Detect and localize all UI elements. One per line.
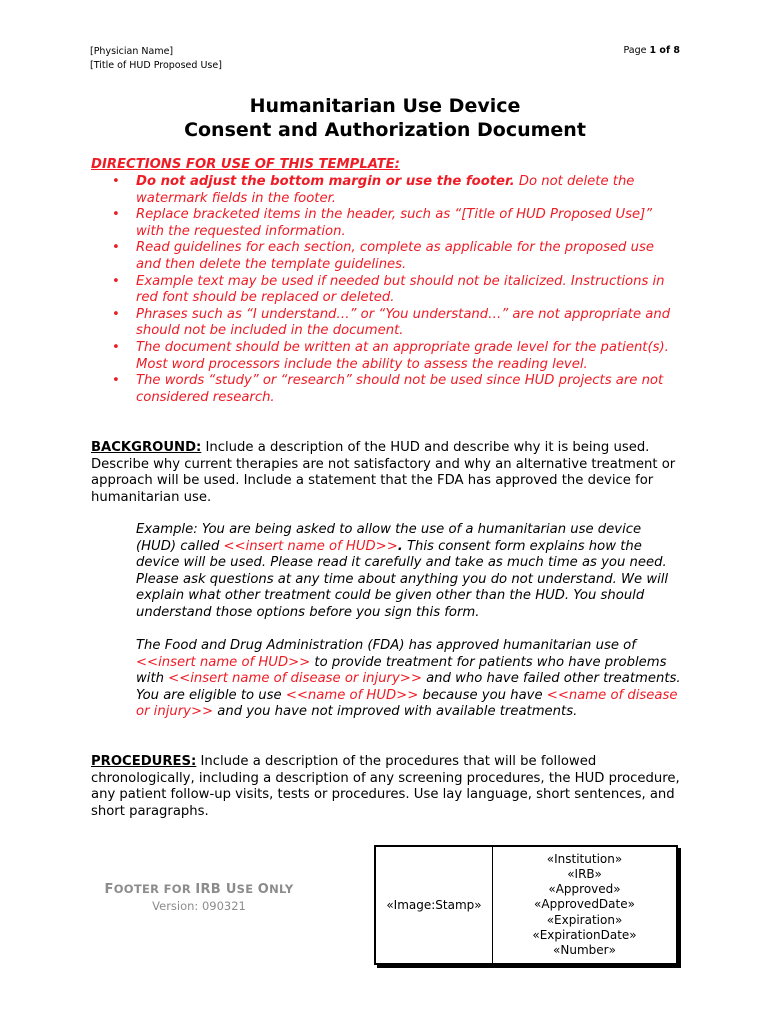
list-item [91,240,681,273]
stamp-field: «Expiration» [546,912,623,927]
bullet-icon: • [112,240,120,256]
footer-version: Version: 090321 [152,899,246,913]
footer-title [96,882,302,897]
list-item [91,174,681,207]
list-item-text: Phrases such as “I understand…” or “You understand…” are not appropriate and should not be included in the document. [136,306,671,339]
insert-placeholder: <<name of HUD>> [285,687,419,703]
footer-cap: U [225,882,237,897]
list-item-bold: Do not adjust the bottom margin or use the footer. [136,174,515,189]
list-item-text: Example text may be used if needed but should not be italicized. Instructions in red font should be replaced or deleted. [136,273,665,306]
list-item [91,207,681,240]
footer-text: NLY [269,882,294,896]
bullet-icon: • [112,273,120,289]
footer-text: OOTER FOR [113,882,196,896]
stamp-field: «IRB» [567,866,602,881]
procedures-section [91,754,681,820]
document-title-line1: Humanitarian Use Device [249,95,521,117]
example-text: because you have [418,687,547,703]
directions-list [91,174,681,406]
bullet-icon: • [112,207,120,223]
background-heading: BACKGROUND: [91,440,202,455]
insert-placeholder: <<name of disease or injury>> [136,687,678,720]
list-item-text: Do not delete the watermark fields in the footer. [136,174,635,206]
procedures-text: Include a description of the procedures that will be followed chronologically, including a description of any screening procedures, the HUD procedure, any patient follow-up visits, tests or procedures. Use lay language, short sentences, and short paragraphs. [91,754,680,819]
list-item-text: Replace bracketed items in the header, such as “[Title of HUD Proposed Use]” with the requested information. [136,207,653,239]
bullet-icon: • [112,339,120,355]
stamp-field: «Approved» [548,882,621,897]
footer-text: IRB [195,882,226,897]
example-text: and who have failed other treatments. You are eligible to use [136,671,681,703]
list-item-text: The words “study” or “research” should not be used since HUD projects are not considered research. [136,373,664,405]
insert-placeholder: <<insert name of HUD>> [223,538,398,554]
example-text: and you have not improved with available treatments. [213,704,578,720]
procedures-heading: PROCEDURES: [91,754,197,769]
example-text: This consent form explains how the device will be used. Please read it carefully and take as much time as you need. Please ask questions at any time about anything you do not understand. We will explain what other treatment could be given other than the HUD. You should understand those options before you sign this form. [136,538,669,620]
insert-placeholder: <<insert name of disease or injury>> [168,671,422,687]
footer-cap: F [104,882,114,897]
stamp-field: «ExpirationDate» [532,927,637,942]
insert-placeholder: <<insert name of HUD>> [136,654,311,670]
document-title-line2: Consent and Authorization Document [184,119,586,141]
stamp-field: «Number» [553,943,616,957]
physician-name: [Physician Name] [90,46,174,57]
page-prefix: Page [623,45,650,56]
stamp-field: «Institution» [546,851,623,866]
stamp-field: «ApprovedDate» [534,897,635,912]
page-header-left [90,45,222,73]
irb-stamp-box [374,845,678,965]
bullet-icon: • [112,373,120,389]
bullet-icon: • [112,306,120,322]
background-example-1 [136,522,681,622]
background-text: Include a description of the HUD and describe why it is being used. Describe why current therapies are not satisfactory and why an alternative treatment or approach will be used. Include a statement that the FDA has approved the device for humanitarian use. [91,440,676,505]
example-text: Example: You are being asked to allow the use of a humanitarian use device (HUD) called [136,522,642,554]
page-number [623,45,680,56]
stamp-fields [493,847,676,963]
bullet-icon: • [112,174,120,189]
footer-text: SE [236,882,258,896]
example-text: to provide treatment for patients who have problems with [136,654,667,687]
list-item-text: The document should be written at an appropriate grade level for the patient(s). Most word processors include the ability to assess the reading level. [136,339,669,372]
example-text: The Food and Drug Administration (FDA) has approved humanitarian use of [136,638,636,653]
page-count: 1 of 8 [649,45,680,56]
list-item-text: Read guidelines for each section, complete as applicable for the proposed use and then delete the template guidelines. [136,240,654,272]
list-item [91,307,681,340]
hud-title-placeholder: [Title of HUD Proposed Use] [90,60,222,71]
stamp-image-field: «Image:Stamp» [376,847,493,963]
example-period: . [397,538,403,554]
footer-cap: O [257,882,270,897]
list-item [91,373,681,406]
background-section [91,440,681,506]
list-item [91,274,681,307]
background-example-2 [136,638,681,721]
list-item [91,340,681,373]
directions-heading: DIRECTIONS FOR USE OF THIS TEMPLATE: [91,157,400,172]
